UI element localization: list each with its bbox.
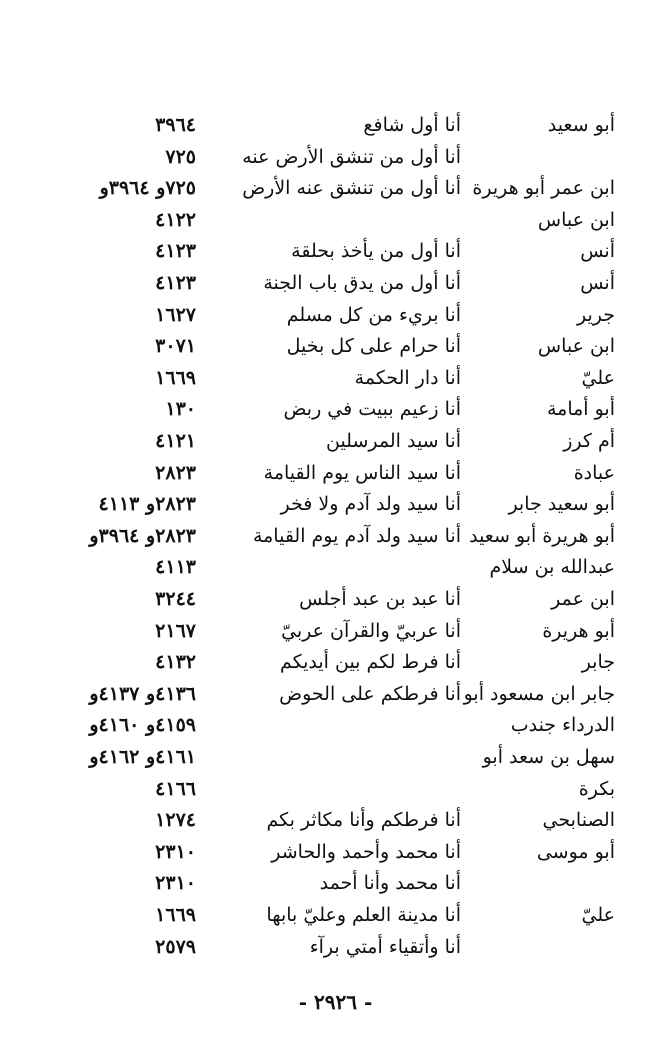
- narrator-name: أبو هريرة أبو سعيد: [469, 524, 615, 547]
- narrator-name: أبو هريرة: [542, 619, 615, 642]
- narrator-name: ابن عباس: [537, 335, 615, 358]
- hadith-numbers: ٢٣١٠: [155, 872, 196, 895]
- index-row: [0, 932, 671, 962]
- hadith-text: أنا أول من يدق باب الجنة: [263, 272, 461, 294]
- index-row: [0, 616, 671, 646]
- hadith-text: أنا عربيّ والقرآن عربيّ: [281, 619, 461, 642]
- hadith-text: أنا بريء من كل مسلم: [286, 303, 461, 326]
- narrator-name: بكرة: [578, 777, 615, 800]
- hadith-numbers: ٤١٣٢: [155, 651, 196, 674]
- index-row: [0, 236, 671, 266]
- index-row: [0, 679, 671, 709]
- narrator-name: أنس: [580, 272, 615, 294]
- narrator-name: الدرداء جندب: [510, 714, 615, 737]
- index-row: [0, 584, 671, 614]
- hadith-text: أنا محمد وأنا أحمد: [319, 872, 461, 895]
- hadith-text: أنا سيد ولد آدم ولا فخر: [280, 493, 461, 516]
- narrator-name: جابر ابن مسعود أبو: [463, 682, 615, 705]
- index-row: [0, 300, 671, 330]
- hadith-numbers: ٣٠٧١: [155, 335, 196, 358]
- hadith-numbers: ٤١٢٣: [155, 272, 196, 294]
- index-row: [0, 110, 671, 140]
- hadith-numbers: ٤١٦٦: [155, 777, 196, 800]
- hadith-text: أنا محمد وأحمد والحاشر: [271, 840, 461, 863]
- hadith-numbers: ٣٢٤٤: [155, 588, 196, 610]
- hadith-text: أنا فرط لكم بين أيديكم: [279, 651, 461, 674]
- narrator-name: جرير: [577, 303, 615, 326]
- narrator-name: أبو سعيد: [547, 114, 615, 136]
- index-row: [0, 868, 671, 898]
- narrator-name: عبادة: [573, 461, 615, 484]
- hadith-text: أنا فرطكم على الحوض: [279, 682, 461, 705]
- narrator-name: ابن عباس: [537, 208, 615, 231]
- index-row: [0, 489, 671, 519]
- index-row: [0, 805, 671, 835]
- index-row: [0, 900, 671, 930]
- index-row: [0, 647, 671, 677]
- narrator-name: سهل بن سعد أبو: [482, 746, 615, 768]
- hadith-numbers: ٤١٣٦و ٤١٣٧و: [89, 682, 196, 705]
- hadith-numbers: ٢٨٢٣: [155, 461, 196, 484]
- hadith-text: أنا فرطكم وأنا مكاثر بكم: [266, 809, 461, 832]
- hadith-text: أنا سيد ولد آدم يوم القيامة: [252, 524, 461, 547]
- index-row: [0, 552, 671, 582]
- index-row: [0, 173, 671, 203]
- hadith-text: أنا زعيم ببيت في ربض: [283, 398, 461, 421]
- narrator-name: جابر: [581, 651, 615, 674]
- hadith-numbers: ٤١٦١و ٤١٦٢و: [89, 746, 196, 768]
- narrator-name: عبدالله بن سلام: [489, 556, 615, 579]
- hadith-numbers: ٢٨٢٣و ٤١١٣: [98, 493, 196, 516]
- index-row: [0, 363, 671, 393]
- index-row: [0, 394, 671, 424]
- index-row: [0, 142, 671, 172]
- hadith-numbers: ١٣٠: [165, 398, 196, 421]
- hadith-numbers: ٤١١٣: [155, 556, 196, 579]
- index-row: [0, 426, 671, 456]
- hadith-numbers: ٤١٢٢: [155, 208, 196, 231]
- index-row: [0, 268, 671, 298]
- hadith-numbers: ١٦٢٧: [155, 303, 196, 326]
- hadith-numbers: ١٦٦٩: [155, 366, 196, 389]
- hadith-numbers: ٤١٥٩و ٤١٦٠و: [89, 714, 196, 737]
- narrator-name: أبو أمامة: [546, 398, 615, 421]
- hadith-numbers: ٤١٢٣: [155, 240, 196, 263]
- hadith-text: أنا دار الحكمة: [354, 366, 461, 389]
- hadith-text: أنا أول شافع: [363, 114, 461, 136]
- narrator-name: عليّ: [581, 904, 615, 926]
- hadith-numbers: ٣٩٦٤: [155, 114, 196, 136]
- narrator-name: ابن عمر أبو هريرة: [472, 177, 615, 200]
- hadith-numbers: ٢٣١٠: [155, 840, 196, 863]
- index-row: [0, 774, 671, 804]
- narrator-name: أبو موسى: [536, 840, 615, 863]
- narrator-name: عليّ: [581, 366, 615, 389]
- hadith-text: أنا مدينة العلم وعليّ بابها: [266, 904, 461, 926]
- hadith-numbers: ٢١٦٧: [155, 619, 196, 642]
- index-row: [0, 521, 671, 551]
- index-row: [0, 837, 671, 867]
- narrator-name: الصنابحي: [542, 809, 615, 832]
- hadith-numbers: ٧٢٥و ٣٩٦٤و: [99, 177, 196, 200]
- hadith-numbers: ٧٢٥: [165, 145, 196, 168]
- narrator-name: أم كرز: [563, 430, 615, 452]
- index-row: [0, 458, 671, 488]
- page-number: - ٢٩٢٦ -: [298, 990, 373, 1014]
- index-row: [0, 710, 671, 740]
- narrator-name: أبو سعيد جابر: [508, 493, 615, 516]
- hadith-numbers: ٢٨٢٣و ٣٩٦٤و: [89, 524, 196, 547]
- hadith-text: أنا وأتقياء أمتي برآء: [309, 935, 461, 958]
- hadith-numbers: ٢٥٧٩: [155, 935, 196, 958]
- hadith-numbers: ٤١٢١: [155, 430, 196, 452]
- hadith-numbers: ١٢٧٤: [155, 809, 196, 832]
- index-row: [0, 205, 671, 235]
- hadith-numbers: ١٦٦٩: [155, 904, 196, 926]
- index-row: [0, 742, 671, 772]
- narrator-name: ابن عمر: [551, 588, 615, 610]
- narrator-name: أنس: [580, 240, 615, 263]
- hadith-text: أنا سيد الناس يوم القيامة: [263, 461, 461, 484]
- hadith-text: أنا أول من تنشق الأرض عنه: [242, 145, 461, 168]
- hadith-text: أنا أول من يأخذ بحلقة: [291, 240, 461, 263]
- index-row: [0, 331, 671, 361]
- hadith-text: أنا عبد بن عبد أجلس: [299, 588, 461, 610]
- hadith-text: أنا سيد المرسلين: [325, 430, 461, 452]
- hadith-text: أنا حرام على كل بخيل: [286, 335, 461, 358]
- hadith-text: أنا أول من تنشق عنه الأرض: [242, 177, 461, 200]
